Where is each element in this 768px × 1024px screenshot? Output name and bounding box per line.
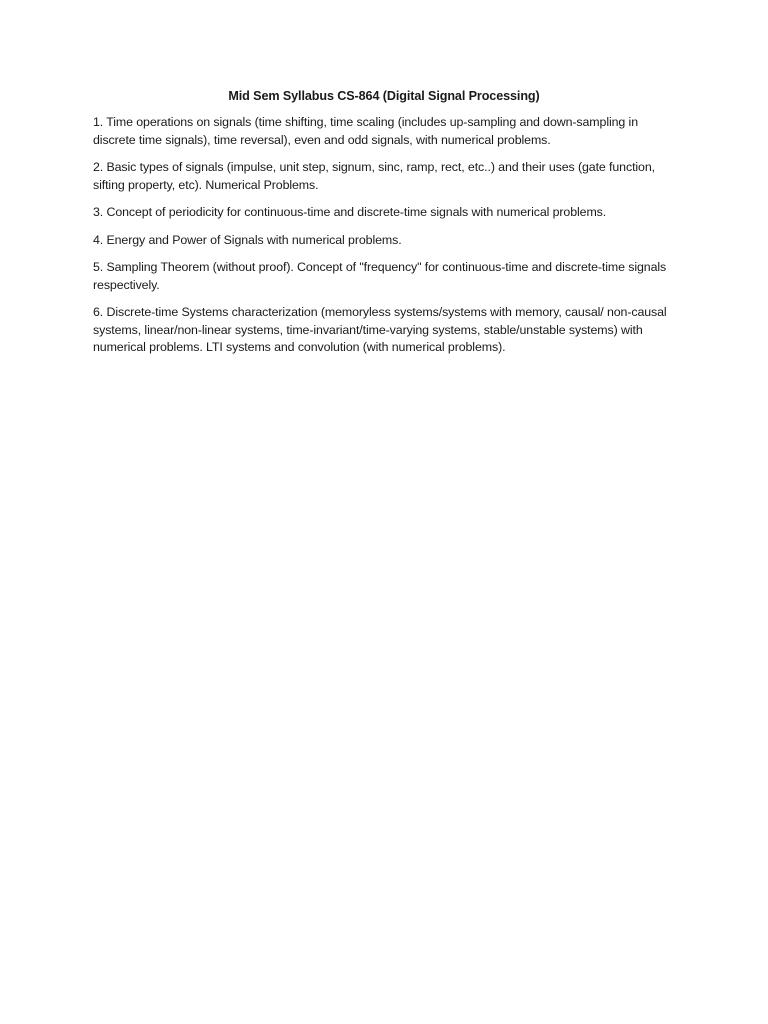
- syllabus-item-2: 2. Basic types of signals (impulse, unit step, signum, sinc, ramp, rect, etc..) and their uses (gate function, sifting property, etc). Numerical Problems.: [93, 160, 655, 192]
- syllabus-list: [93, 114, 678, 367]
- document-title: Mid Sem Syllabus CS-864 (Digital Signal Processing): [228, 89, 540, 103]
- syllabus-item-6: 6. Discrete-time Systems characterization (memoryless systems/systems with memory, causal/ non-causal systems, linear/non-linear systems, time-invariant/time-varying systems, stable/unstable systems) with numerical problems. LTI systems and convolution (with numerical problems).: [93, 305, 667, 354]
- syllabus-item-4: 4. Energy and Power of Signals with numerical problems.: [93, 232, 402, 247]
- syllabus-item-5: 5. Sampling Theorem (without proof). Concept of "frequency" for continuous-time and discrete-time signals respectively.: [93, 260, 667, 292]
- syllabus-item-3: 3. Concept of periodicity for continuous-time and discrete-time signals with numerical problems.: [93, 205, 607, 219]
- syllabus-item-1: 1. Time operations on signals (time shifting, time scaling (includes up-sampling and down-sampling in discrete time signals), time reversal), even and odd signals, with numerical problems.: [93, 115, 638, 147]
